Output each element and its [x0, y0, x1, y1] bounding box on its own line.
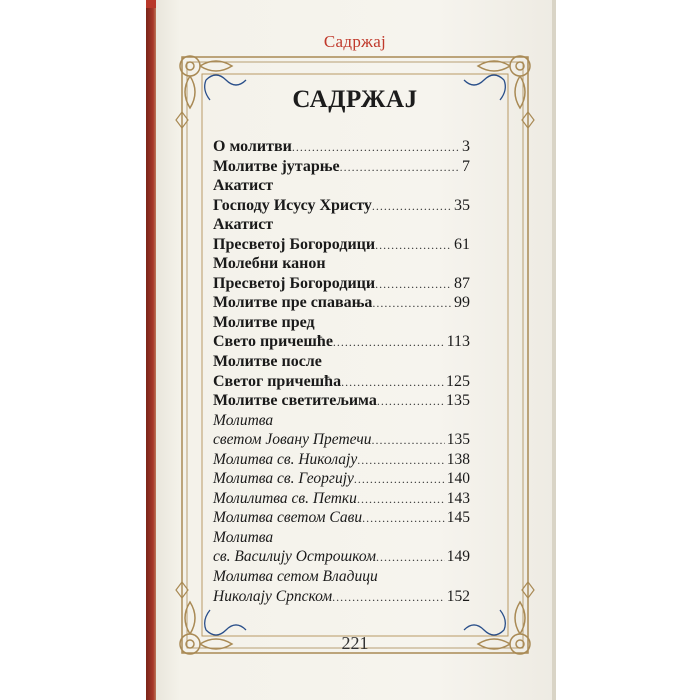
dot-leader	[357, 451, 445, 471]
toc-entry	[213, 196, 470, 216]
toc-entry-title: Молитва сетом Владици	[213, 568, 378, 586]
toc-entry-title: Молитве јутарње	[213, 157, 340, 175]
toc-entry	[213, 137, 470, 157]
dot-leader	[333, 333, 445, 353]
dot-leader	[341, 373, 444, 393]
toc-entry	[213, 215, 470, 235]
toc-entry-title: Молитве после	[213, 353, 322, 371]
toc-entry-title: Пресветој Богородици	[213, 274, 376, 292]
toc-entry-title: Светог причешћа	[213, 372, 342, 390]
toc-entry-page: 61	[454, 235, 470, 253]
running-head: Садржај	[323, 32, 387, 51]
toc-entry-page: 152	[446, 587, 470, 605]
toc-entry-title: Молитва светом Сави	[213, 509, 363, 527]
toc-entry-title: Молитве пре спавања	[213, 294, 373, 312]
dot-leader	[354, 470, 445, 490]
toc-entry-title: Молитва	[213, 411, 274, 429]
toc-entry-page: 145	[446, 509, 470, 527]
dot-leader	[377, 392, 444, 412]
dot-leader	[371, 431, 444, 451]
toc-entry-title: св. Василију Острошком	[213, 548, 376, 566]
toc-entry-page: 87	[454, 274, 470, 292]
dot-leader	[375, 275, 452, 295]
toc-entry-page: 7	[462, 157, 470, 175]
toc-entry	[213, 508, 470, 528]
toc-entry	[213, 293, 470, 313]
toc-entry-page: 113	[446, 333, 470, 351]
toc-entry-title: Свето причешће	[213, 333, 333, 351]
toc-entry-page: 125	[446, 372, 470, 390]
toc-entry	[213, 430, 470, 450]
toc-entry-title: Молитве пред	[213, 313, 315, 331]
toc-entry-page: 99	[454, 294, 470, 312]
toc-entry-page: 143	[446, 489, 470, 507]
dot-leader	[357, 490, 445, 510]
table-of-contents	[213, 137, 470, 606]
toc-entry-page: 3	[462, 138, 470, 155]
toc-entry-title: Акатист	[213, 177, 274, 195]
toc-entry-page: 135	[446, 392, 470, 410]
toc-entry-page: 138	[446, 450, 470, 468]
toc-entry-page: 135	[446, 431, 470, 449]
toc-entry	[213, 489, 470, 509]
dot-leader	[375, 236, 452, 256]
page-title: САДРЖАЈ	[292, 86, 418, 113]
toc-entry	[213, 587, 470, 607]
toc-entry-title: Молитва св. Георгију	[213, 470, 354, 488]
toc-entry-title: Николају Српском	[213, 587, 333, 605]
toc-entry-title: светом Јовану Претечи	[213, 431, 372, 449]
toc-entry-title: Молитве светитељима	[213, 392, 377, 410]
toc-entry	[213, 469, 470, 489]
dot-leader	[376, 548, 445, 568]
toc-entry	[213, 450, 470, 470]
toc-entry-title: Акатист	[213, 216, 274, 234]
toc-entry	[213, 157, 470, 177]
toc-entry	[213, 313, 470, 333]
toc-entry	[213, 274, 470, 294]
dot-leader	[340, 158, 460, 178]
toc-entry-title: Молебни канон	[213, 255, 326, 273]
toc-entry-page: 35	[454, 196, 470, 214]
dot-leader	[372, 294, 452, 314]
toc-entry	[213, 235, 470, 255]
toc-entry	[213, 528, 470, 548]
toc-entry	[213, 372, 470, 392]
toc-entry	[213, 352, 470, 372]
dot-leader	[292, 138, 460, 158]
toc-entry-title: О молитви	[213, 138, 292, 155]
toc-entry	[213, 547, 470, 567]
toc-entry-page: 149	[446, 548, 470, 566]
dot-leader	[372, 197, 452, 217]
toc-entry	[213, 411, 470, 431]
toc-entry-title: Молитва	[213, 528, 274, 546]
toc-entry-page: 140	[446, 470, 470, 488]
toc-entry-title: Господу Исусу Христу	[213, 196, 372, 214]
toc-entry	[213, 391, 470, 411]
toc-entry	[213, 176, 470, 196]
toc-entry-title: Пресветој Богородици	[213, 235, 376, 253]
dot-leader	[362, 509, 445, 529]
toc-entry-title: Молилитва св. Петки	[213, 489, 357, 507]
dot-leader	[332, 588, 445, 608]
toc-entry-title: Молитва св. Николају	[213, 450, 358, 468]
toc-entry	[213, 567, 470, 587]
toc-entry	[213, 332, 470, 352]
toc-entry	[213, 254, 470, 274]
page-number: 221	[341, 633, 369, 653]
